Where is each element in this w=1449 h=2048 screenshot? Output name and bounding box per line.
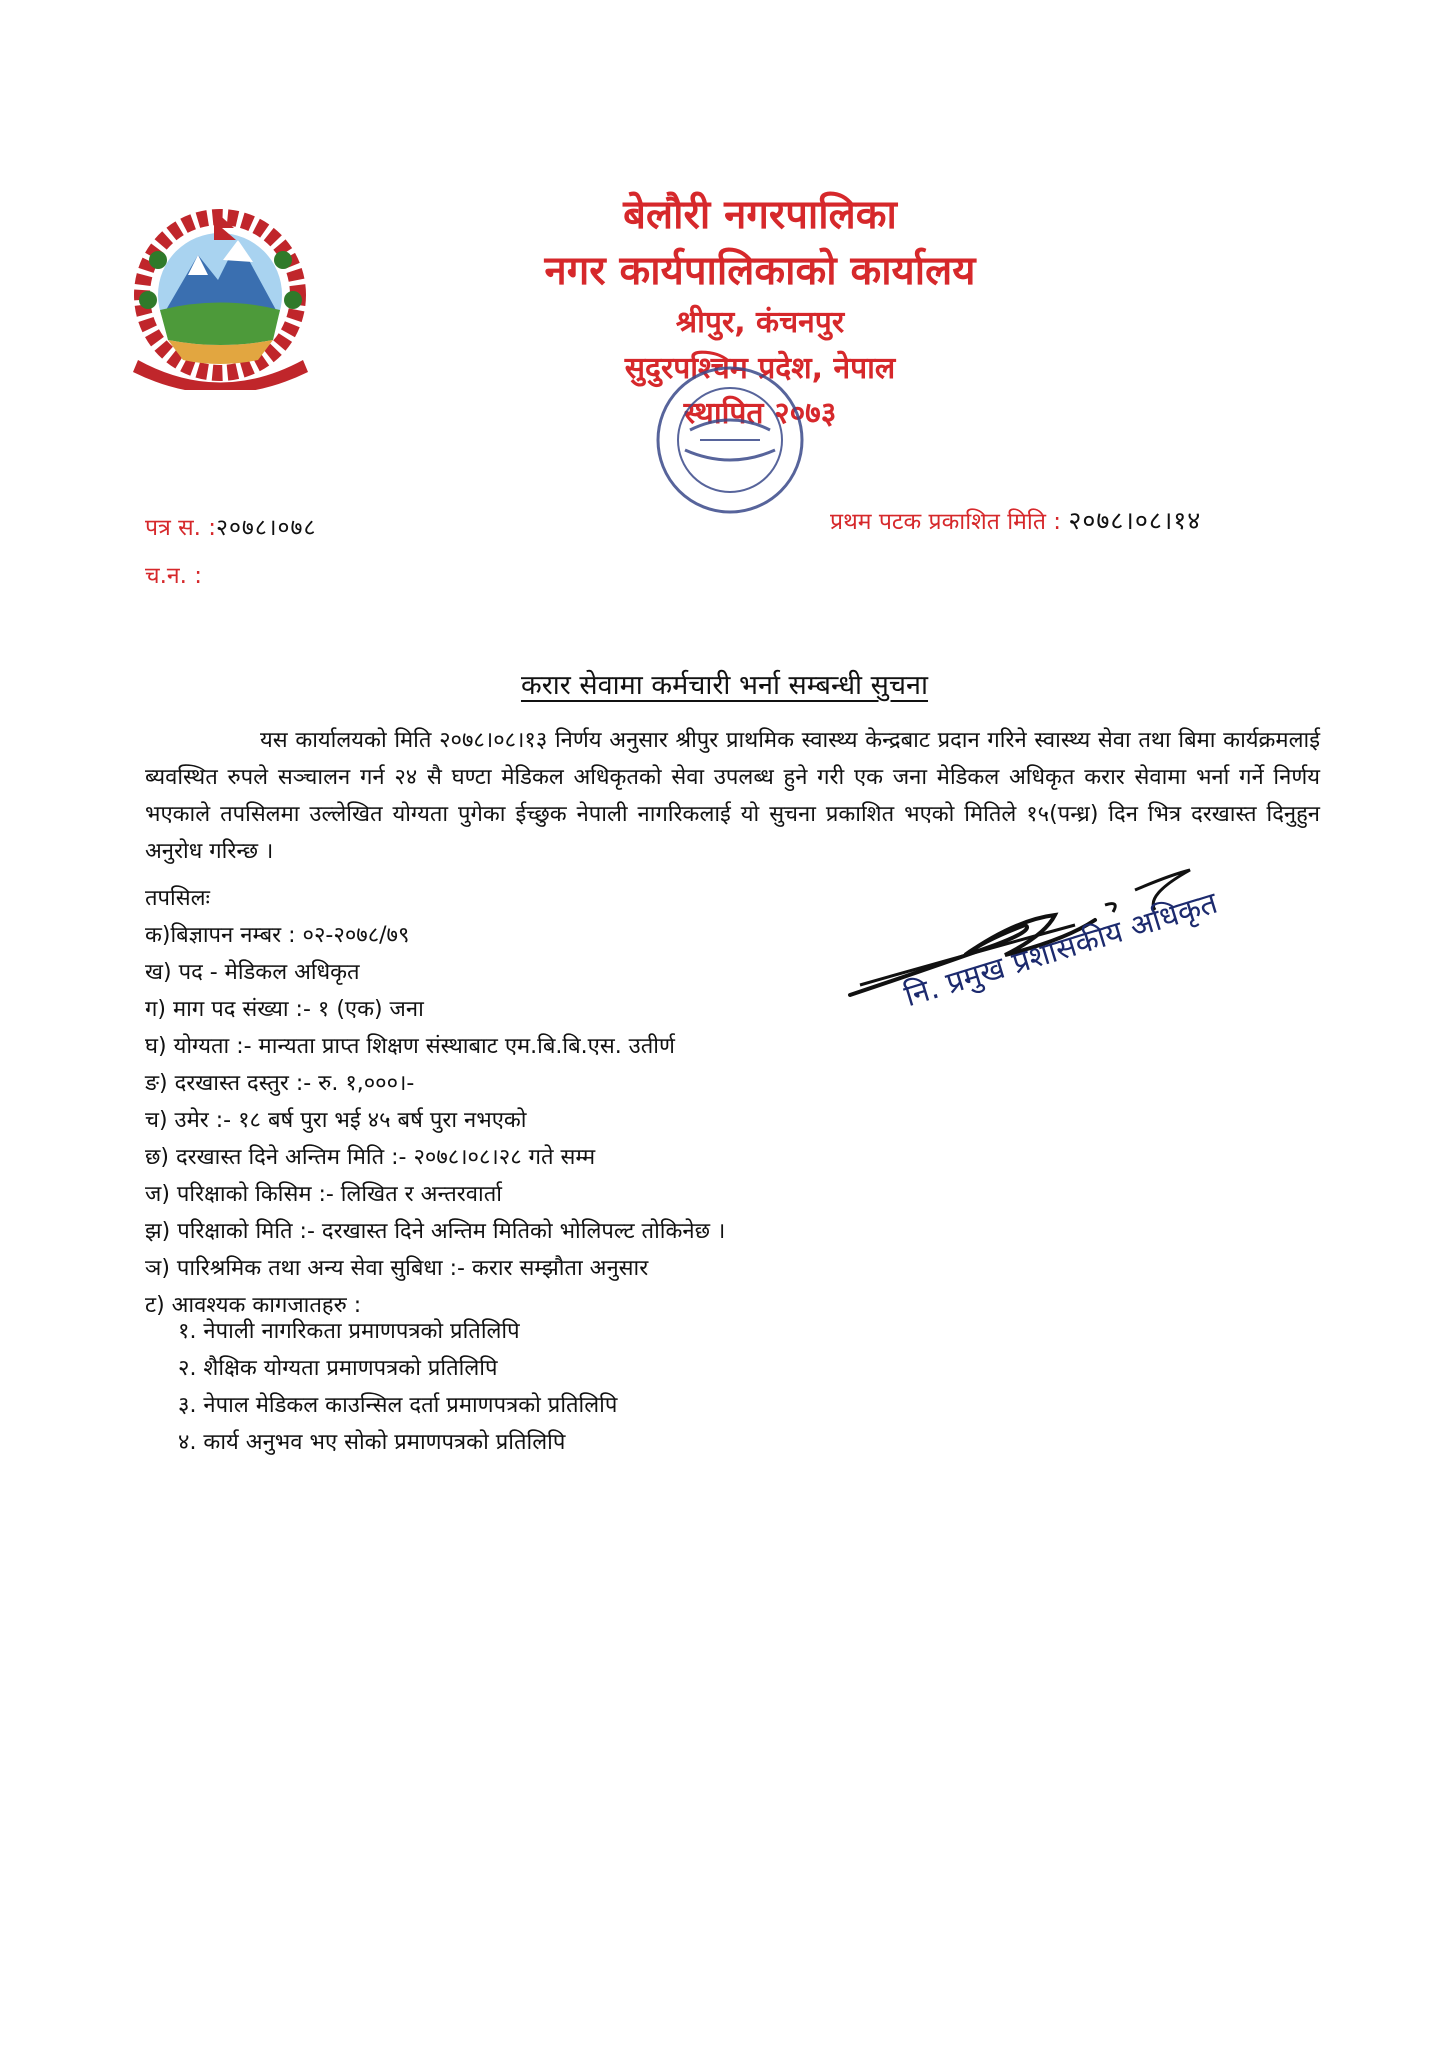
list-item: ज) परिक्षाको किसिम :- लिखित र अन्तरवार्ता — [145, 1182, 502, 1207]
list-item: ञ) पारिश्रमिक तथा अन्य सेवा सुबिधा :- करार सम्झौता अनुसार — [145, 1256, 649, 1281]
published-date-label: प्रथम पटक प्रकाशित मिति : — [830, 509, 1062, 535]
details-list — [145, 880, 945, 1324]
published-date — [830, 503, 1201, 537]
published-date-value: २०७८।०८।१४ — [1068, 506, 1202, 535]
list-item: ङ) दरखास्त दस्तुर :- रु. १,०००।- — [145, 1071, 415, 1096]
municipality-name: बेलौरी नगरपालिका — [623, 192, 897, 238]
list-item: छ) दरखास्त दिने अन्तिम मिति :- २०७८।०८।२८ गते सम्म — [145, 1145, 596, 1170]
document-item: १. नेपाली नागरिकता प्रमाणपत्रको प्रतिलिपि — [178, 1319, 520, 1344]
office-name: नगर कार्यपालिकाको कार्यालय — [544, 248, 976, 294]
required-documents — [178, 1313, 617, 1461]
letter-number-label: पत्र स. : — [145, 515, 216, 541]
office-stamp — [630, 350, 830, 530]
document-item: २. शैक्षिक योग्यता प्रमाणपत्रको प्रतिलिपि — [178, 1356, 498, 1381]
notice-title: करार सेवामा कर्मचारी भर्ना सम्बन्धी सुचना — [520, 670, 929, 701]
office-address: श्रीपुर, कंचनपुर — [675, 305, 845, 340]
list-item: ख) पद - मेडिकल अधिकृत — [145, 960, 360, 985]
document-item: ३. नेपाल मेडिकल काउन्सिल दर्ता प्रमाणपत्रको प्रतिलिपि — [178, 1393, 618, 1418]
nepal-emblem-logo — [118, 200, 323, 390]
dispatch-number — [145, 558, 202, 590]
list-item: च) उमेर :- १८ बर्ष पुरा भई ४५ बर्ष पुरा नभएको — [145, 1108, 527, 1133]
letter-number-value: २०७८।०७८ — [216, 515, 317, 541]
document-item: ४. कार्य अनुभव भए सोको प्रमाणपत्रको प्रतिलिपि — [178, 1430, 566, 1455]
established-year: स्थापित २०७३ — [683, 396, 837, 431]
notice-body: यस कार्यालयको मिति २०७८।०८।१३ निर्णय अनुसार श्रीपुर प्राथमिक स्वास्थ्य केन्द्रबाट प्रदान गरिने स्वास्थ्य सेवा तथा बिमा कार्यक्रमलाई ब्यवस्थित रुपले सञ्चालन गर्न २४ सै घण्टा मेडिकल अधिकृतको सेवा उपलब्ध हुने गरी एक जना मेडिकल अधिकृत करार सेवामा भर्ना गर्ने निर्णय भएकाले तपसिलमा उल्लेखित योग्यता पुगेका ईच्छुक नेपाली नागरिकलाई यो सुचना प्रकाशित भएको मितिले १५(पन्ध्र) दिन भित्र दरखास्त दिनुहुन अनुरोध गरिन्छ । — [145, 728, 1320, 864]
list-item: ग) माग पद संख्या :- १ (एक) जना — [145, 997, 424, 1022]
dispatch-number-label: च.न. : — [145, 563, 203, 589]
list-item: ट) आवश्यक कागजातहरु : — [145, 1293, 362, 1318]
office-province: सुदुरपश्चिम प्रदेश, नेपाल — [624, 350, 896, 386]
list-item: घ) योग्यता :- मान्यता प्राप्त शिक्षण संस्थाबाट एम.बि.बि.एस. उतीर्ण — [145, 1034, 675, 1059]
list-item: झ) परिक्षाको मिति :- दरखास्त दिने अन्तिम मितिको भोलिपल्ट तोकिनेछ । — [145, 1219, 726, 1244]
letter-number — [145, 510, 316, 542]
list-item: क)बिज्ञापन नम्बर : ०२-२०७८/७९ — [145, 923, 410, 948]
officer-title-stamp: नि. प्रमुख प्रशासकीय अधिकृत — [900, 885, 1222, 1015]
details-heading: तपसिलः — [145, 886, 210, 911]
